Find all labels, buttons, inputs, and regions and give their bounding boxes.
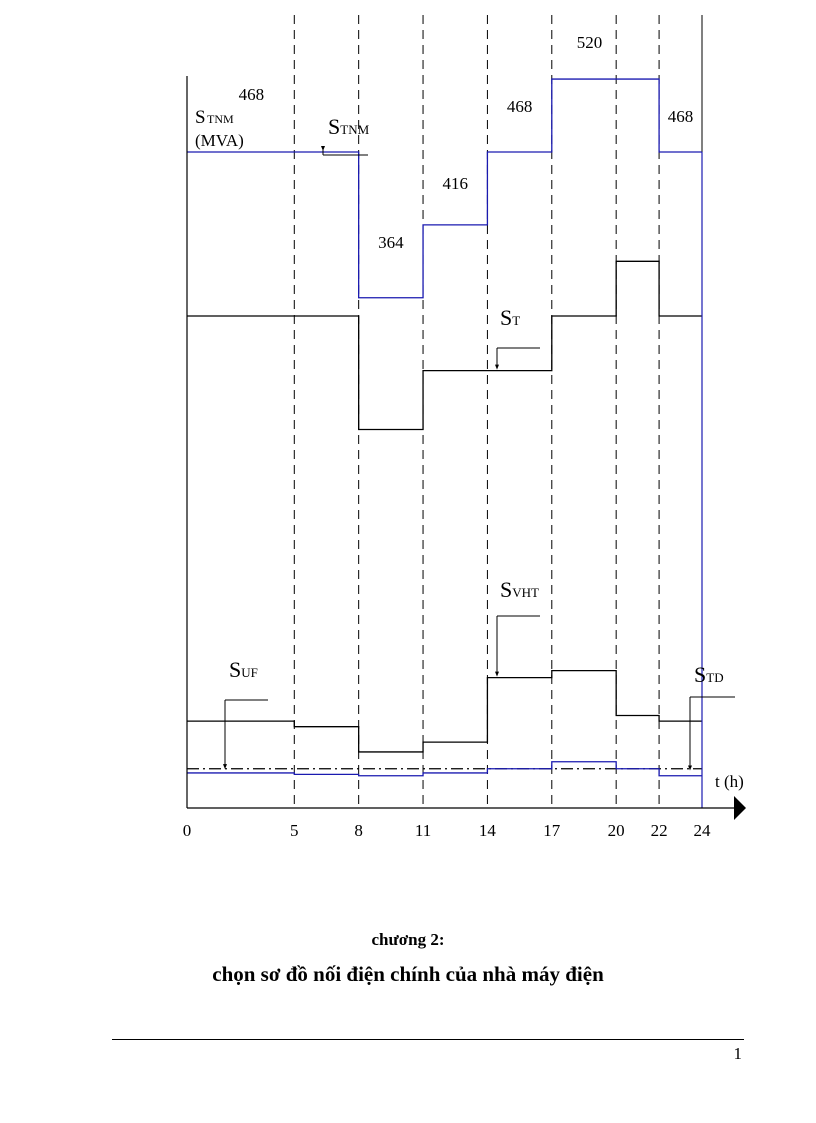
callout-label-sub: T [512, 313, 521, 328]
x-tick-24: 24 [693, 821, 711, 840]
callout-label-sub: VHT [512, 585, 539, 600]
callout-label-main: S [500, 577, 513, 602]
callout-label-sub: UF [241, 665, 258, 680]
x-tick-20: 20 [607, 821, 625, 840]
callout-svht [495, 577, 540, 677]
step-label-0: 468 [238, 84, 265, 104]
callout-label-svht [500, 577, 539, 602]
step-label-2: 416 [442, 173, 468, 193]
x-axis-arrow-icon [734, 796, 746, 820]
callout-suf [223, 657, 268, 769]
callout-label-st [500, 305, 520, 330]
callout-label-main: S [328, 114, 341, 139]
chapter-number: chương 2: [371, 930, 445, 949]
footer-rule [112, 1039, 744, 1040]
y-axis-label-sub: TNM [207, 112, 234, 126]
callout-stnm [321, 114, 370, 155]
callout-arrow-icon-std [688, 766, 692, 771]
step-label-3: 468 [506, 96, 533, 116]
callout-label-stnm [328, 114, 370, 139]
x-tick-14: 14 [478, 821, 496, 840]
callout-label-main: S [500, 305, 513, 330]
callout-label-main: S [229, 657, 242, 682]
y-axis-label-main: S [195, 107, 206, 128]
x-tick-17: 17 [543, 821, 561, 840]
series-line-st [187, 261, 702, 429]
x-tick-22: 22 [650, 821, 668, 840]
callout-label-std [694, 662, 724, 687]
step-label-4: 520 [576, 33, 603, 53]
x-tick-8: 8 [354, 821, 363, 840]
series-callouts [223, 114, 735, 771]
y-axis-label-unit: (MVA) [195, 131, 244, 150]
x-tick-11: 11 [414, 821, 432, 840]
callout-arrow-icon-stnm [321, 146, 325, 151]
callout-std [688, 662, 735, 771]
callout-arrow-icon-svht [495, 672, 499, 677]
x-axis-label: t (h) [715, 772, 744, 791]
step-value-labels [239, 33, 694, 252]
step-label-1: 364 [378, 232, 404, 252]
callout-st [495, 305, 540, 370]
x-tick-labels [183, 821, 711, 840]
callout-arrow-icon-st [495, 365, 499, 370]
callout-label-suf [229, 657, 258, 682]
page-number: 1 [733, 1044, 742, 1063]
x-tick-5: 5 [290, 821, 299, 840]
step-label-5: 468 [667, 106, 694, 126]
chapter-title: chọn sơ đồ nối điện chính của nhà máy điện [212, 962, 604, 986]
callout-label-sub: TD [706, 670, 724, 685]
x-tick-0: 0 [182, 821, 192, 840]
series-line-svht [187, 671, 702, 752]
callout-label-main: S [694, 662, 707, 687]
callout-label-sub: TNM [340, 122, 370, 137]
